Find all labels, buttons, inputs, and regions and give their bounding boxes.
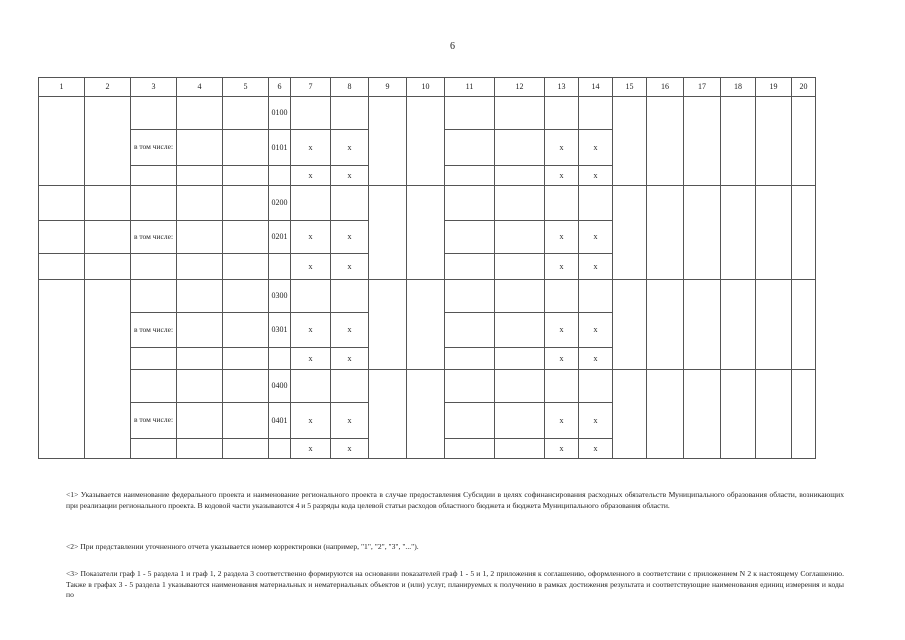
x-mark: x <box>579 403 613 439</box>
x-mark: x <box>331 348 369 370</box>
table-cell <box>131 348 177 370</box>
x-mark: x <box>331 221 369 254</box>
table-cell <box>445 130 495 166</box>
table-cell <box>792 97 816 186</box>
report-table <box>38 77 816 459</box>
column-header: 17 <box>684 78 721 97</box>
x-mark: x <box>545 130 579 166</box>
x-mark: x <box>579 130 613 166</box>
table-cell <box>369 280 407 370</box>
x-mark: x <box>291 348 331 370</box>
x-mark: x <box>545 439 579 459</box>
table-cell <box>177 254 223 280</box>
table-cell <box>177 348 223 370</box>
table-cell <box>756 370 792 459</box>
table-cell <box>85 254 131 280</box>
table-cell <box>39 221 85 254</box>
table-cell <box>223 280 269 313</box>
table-cell <box>269 166 291 186</box>
table-cell <box>177 221 223 254</box>
column-header: 4 <box>177 78 223 97</box>
table-cell <box>223 439 269 459</box>
table-cell <box>445 313 495 348</box>
table-cell <box>131 439 177 459</box>
subtotal-label: в том числе: <box>131 313 177 348</box>
table-cell <box>407 280 445 370</box>
table-cell <box>85 186 131 221</box>
table-cell <box>684 370 721 459</box>
table-cell <box>223 97 269 130</box>
column-header: 1 <box>39 78 85 97</box>
code-cell: 0100 <box>269 97 291 130</box>
x-mark: x <box>291 130 331 166</box>
table-cell <box>684 97 721 186</box>
table-cell <box>131 97 177 130</box>
table-cell <box>445 370 495 403</box>
x-mark: x <box>579 254 613 280</box>
table-cell <box>269 439 291 459</box>
x-mark: x <box>579 221 613 254</box>
table-cell <box>495 313 545 348</box>
table-cell <box>369 186 407 280</box>
footnote-2: <2> При представлении уточненного отчета указывается номер корректировки (например, "1", "2", "3", "..."). <box>66 542 419 551</box>
x-mark: x <box>545 403 579 439</box>
table-cell <box>684 280 721 370</box>
x-mark: x <box>331 403 369 439</box>
column-header: 13 <box>545 78 579 97</box>
table-cell <box>39 186 85 221</box>
table-cell <box>647 280 684 370</box>
x-mark: x <box>579 166 613 186</box>
table-cell <box>721 186 756 280</box>
column-header: 12 <box>495 78 545 97</box>
table-cell <box>131 186 177 221</box>
table-cell <box>131 166 177 186</box>
table-cell <box>369 97 407 186</box>
table-cell <box>792 280 816 370</box>
x-mark: x <box>331 130 369 166</box>
column-header: 9 <box>369 78 407 97</box>
table-cell <box>756 97 792 186</box>
column-header: 2 <box>85 78 131 97</box>
x-mark: x <box>545 221 579 254</box>
table-cell <box>647 370 684 459</box>
x-mark: x <box>331 254 369 280</box>
table-cell <box>177 186 223 221</box>
subtotal-label: в том числе: <box>131 130 177 166</box>
table-cell <box>495 370 545 403</box>
table-cell <box>177 97 223 130</box>
table-cell <box>269 348 291 370</box>
x-mark: x <box>291 166 331 186</box>
table-cell <box>331 280 369 313</box>
table-cell <box>545 186 579 221</box>
x-mark: x <box>291 439 331 459</box>
table-cell <box>331 186 369 221</box>
table-cell <box>495 254 545 280</box>
header-row <box>39 78 816 97</box>
column-header: 3 <box>131 78 177 97</box>
table-cell <box>579 370 613 403</box>
table-cell <box>131 254 177 280</box>
table-cell <box>445 221 495 254</box>
table-cell <box>445 186 495 221</box>
column-header: 11 <box>445 78 495 97</box>
table-cell <box>177 313 223 348</box>
footnote-1: <1> Указывается наименование федерального проекта и наименование регионального проекта в случае предоставления Субсидии в целях софинансирования расходных обязательств Муниципального образования области, возникающих при реализации регионального проекта. В кодовой части указываются 4 и 5 разряды кода целевой статьи расходов областного бюджета и бюджета Муниципального образования области. <box>66 490 844 510</box>
column-header: 19 <box>756 78 792 97</box>
table-cell <box>177 439 223 459</box>
column-header: 20 <box>792 78 816 97</box>
table-cell <box>291 280 331 313</box>
table-row <box>39 186 816 221</box>
table-cell <box>495 439 545 459</box>
page-number: 6 <box>450 41 455 52</box>
table-cell <box>407 186 445 280</box>
table-cell <box>223 166 269 186</box>
table-cell <box>495 221 545 254</box>
x-mark: x <box>545 166 579 186</box>
table-cell <box>331 97 369 130</box>
table-cell <box>495 166 545 186</box>
table-cell <box>223 221 269 254</box>
table-cell <box>291 186 331 221</box>
x-mark: x <box>291 403 331 439</box>
table-cell <box>756 280 792 370</box>
table-cell <box>495 280 545 313</box>
table-row <box>39 370 816 403</box>
table-cell <box>269 254 291 280</box>
code-cell: 0301 <box>269 313 291 348</box>
table-cell <box>579 186 613 221</box>
table-cell <box>177 403 223 439</box>
table-cell <box>545 280 579 313</box>
table-cell <box>495 130 545 166</box>
table-cell <box>223 348 269 370</box>
table-cell <box>792 370 816 459</box>
table-cell <box>445 403 495 439</box>
table-cell <box>223 370 269 403</box>
table-row <box>39 97 816 130</box>
table-cell <box>684 186 721 280</box>
table-cell <box>647 97 684 186</box>
table-cell <box>445 439 495 459</box>
code-cell: 0401 <box>269 403 291 439</box>
table-cell <box>85 221 131 254</box>
table-cell <box>223 186 269 221</box>
table-cell <box>223 313 269 348</box>
table-cell <box>445 254 495 280</box>
table-cell <box>407 97 445 186</box>
table-cell <box>495 348 545 370</box>
x-mark: x <box>291 254 331 280</box>
code-cell: 0400 <box>269 370 291 403</box>
table-cell <box>445 280 495 313</box>
table-cell <box>721 280 756 370</box>
column-header: 6 <box>269 78 291 97</box>
table-cell <box>223 130 269 166</box>
column-header: 14 <box>579 78 613 97</box>
table-cell <box>579 280 613 313</box>
table-cell <box>223 254 269 280</box>
table-cell <box>445 348 495 370</box>
table-cell <box>85 97 131 186</box>
x-mark: x <box>579 439 613 459</box>
column-header: 10 <box>407 78 445 97</box>
x-mark: x <box>545 313 579 348</box>
x-mark: x <box>579 313 613 348</box>
x-mark: x <box>331 313 369 348</box>
column-header: 16 <box>647 78 684 97</box>
x-mark: x <box>331 166 369 186</box>
x-mark: x <box>331 439 369 459</box>
column-header: 7 <box>291 78 331 97</box>
table-cell <box>613 97 647 186</box>
code-cell: 0201 <box>269 221 291 254</box>
table-cell <box>291 370 331 403</box>
table-cell <box>177 280 223 313</box>
table-cell <box>223 403 269 439</box>
table-row <box>39 280 816 313</box>
x-mark: x <box>291 221 331 254</box>
column-header: 18 <box>721 78 756 97</box>
table-cell <box>131 280 177 313</box>
table-cell <box>177 130 223 166</box>
table-cell <box>545 370 579 403</box>
x-mark: x <box>545 254 579 280</box>
table-cell <box>647 186 684 280</box>
column-header: 5 <box>223 78 269 97</box>
code-cell: 0200 <box>269 186 291 221</box>
table-cell <box>331 370 369 403</box>
table-cell <box>756 186 792 280</box>
subtotal-label: в том числе: <box>131 221 177 254</box>
table-cell <box>613 186 647 280</box>
table-cell <box>177 166 223 186</box>
subtotal-label: в том числе: <box>131 403 177 439</box>
table-cell <box>445 166 495 186</box>
footnote-3: <3> Показатели граф 1 - 5 раздела 1 и граф 1, 2 раздела 3 соответственно формируются на основании показателей граф 1 - 5 и 1, 2 приложения к соглашению, оформленного в соответствии с приложением N 2 к настоящему Соглашению. Также в графах 3 - 5 раздела 1 указываются наименования материальных и нематериальных объектов и (или) услуг, планируемых к получению в рамках достижения результата и соответствующие наименования единиц измерения и коды по <box>66 569 844 599</box>
x-mark: x <box>291 313 331 348</box>
table-cell <box>613 370 647 459</box>
table-cell <box>85 280 131 459</box>
table-cell <box>445 97 495 130</box>
table-cell <box>545 97 579 130</box>
column-header: 8 <box>331 78 369 97</box>
table-cell <box>721 97 756 186</box>
code-cell: 0101 <box>269 130 291 166</box>
table-cell <box>495 186 545 221</box>
table-cell <box>291 97 331 130</box>
x-mark: x <box>545 348 579 370</box>
table-cell <box>792 186 816 280</box>
table-cell <box>177 370 223 403</box>
x-mark: x <box>579 348 613 370</box>
table-cell <box>369 370 407 459</box>
table-cell <box>721 370 756 459</box>
table-cell <box>495 97 545 130</box>
table-cell <box>131 370 177 403</box>
table-cell <box>579 97 613 130</box>
table-cell <box>613 280 647 370</box>
code-cell: 0300 <box>269 280 291 313</box>
table-cell <box>39 254 85 280</box>
table-cell <box>407 370 445 459</box>
table-cell <box>39 97 85 186</box>
table-cell <box>495 403 545 439</box>
table-cell <box>39 280 85 459</box>
column-header: 15 <box>613 78 647 97</box>
